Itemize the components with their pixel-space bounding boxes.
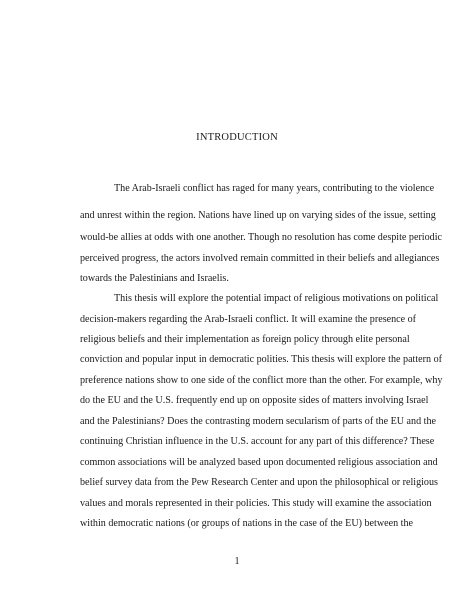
paragraph-1-line-3: would-be allies at odds with one another. Though no resolution has come despite periodic bbox=[80, 232, 442, 243]
paragraph-2-line-9: common associations will be analyzed based upon documented religious association and bbox=[80, 457, 438, 468]
paragraph-2-line-6: do the EU and the U.S. frequently end up on opposite sides of matters involving Israel bbox=[80, 395, 429, 406]
page-number: 1 bbox=[234, 556, 240, 567]
paragraph-2-line-11: values and morals represented in their policies. This study will examine the association bbox=[80, 498, 432, 509]
paragraph-1-line-4: perceived progress, the actors involved remain committed in their beliefs and allegiances bbox=[80, 253, 440, 264]
paragraph-2-line-4: conviction and popular input in democratic polities. This thesis will explore the pattern of bbox=[80, 354, 442, 365]
paragraph-1-line-2: and unrest within the region. Nations have lined up on varying sides of the issue, setting bbox=[80, 210, 436, 221]
paragraph-2-line-7: and the Palestinians? Does the contrasting modern secularism of parts of the EU and the bbox=[80, 416, 436, 427]
paragraph-1-line-5: towards the Palestinians and Israelis. bbox=[80, 273, 229, 284]
paragraph-2-line-10: belief survey data from the Pew Research Center and upon the philosophical or religious bbox=[80, 477, 438, 488]
paragraph-2-line-3: religious beliefs and their implementation as foreign policy through elite personal bbox=[80, 334, 410, 345]
paragraph-1-line-1: The Arab-Israeli conflict has raged for many years, contributing to the violence bbox=[114, 183, 435, 194]
paragraph-2-line-8: continuing Christian influence in the U.S. account for any part of this difference? These bbox=[80, 436, 435, 447]
section-heading: INTRODUCTION bbox=[196, 132, 278, 143]
paragraph-2-line-12: within democratic nations (or groups of nations in the case of the EU) between the bbox=[80, 518, 413, 529]
paragraph-2-line-1: This thesis will explore the potential impact of religious motivations on political bbox=[114, 293, 439, 304]
paragraph-2-line-2: decision-makers regarding the Arab-Israeli conflict. It will examine the presence of bbox=[80, 314, 417, 325]
paragraph-2-line-5: preference nations show to one side of the conflict more than the other. For example, why bbox=[80, 375, 443, 386]
